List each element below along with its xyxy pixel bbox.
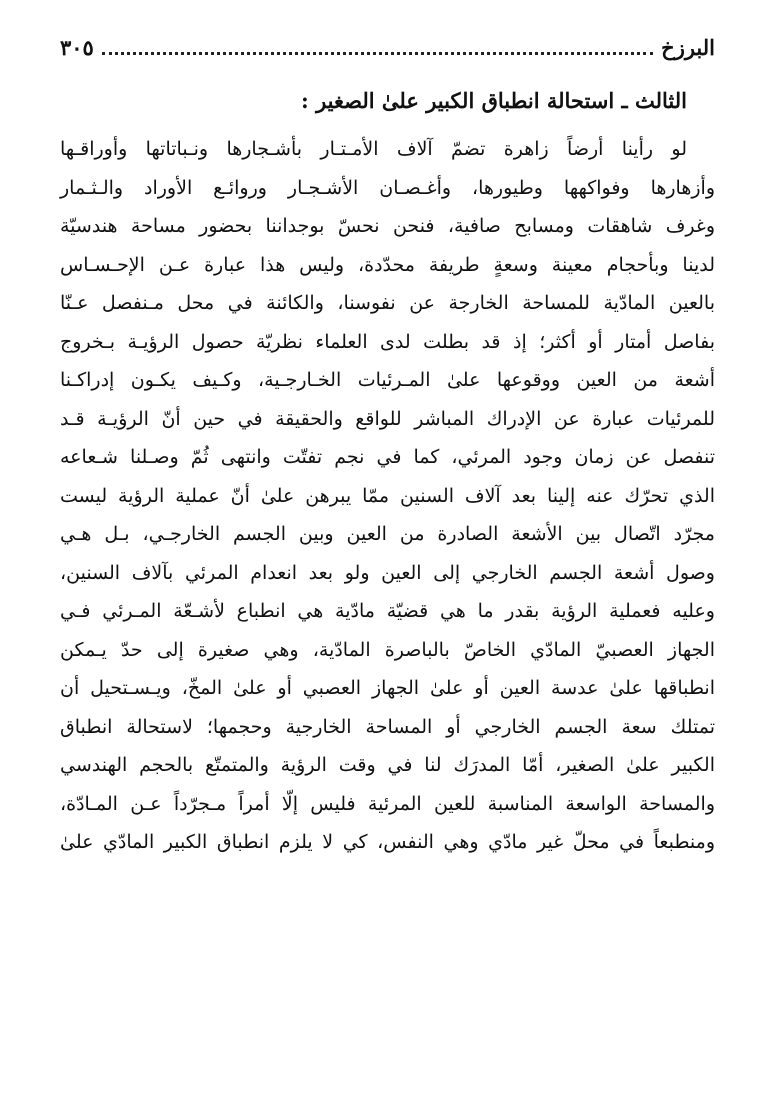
body-text bbox=[60, 130, 715, 862]
text-line: تنفصل عن زمان وجود المرئي، كما في نجم تفتّت وانتهى ثُمّ وصـلنا شـعاعه bbox=[60, 446, 715, 468]
text-line: الجهاز العصبيّ المادّي الخاصّ بالباصرة المادّية، وهي صغيرة إلى حدّ يـمكن bbox=[60, 638, 715, 661]
text-line: ومنطبعاً في محلّ غير مادّي وهي النفس، كي لا يلزم انطباق الكبير المادّي علىٰ bbox=[60, 831, 715, 853]
text-line: لو رأينا أرضاً زاهرة تضمّ آلاف الأمـتـار بأشـجارها ونـباتاتها وأوراقـها bbox=[60, 138, 687, 160]
text-line: والمساحة الواسعة المناسبة للعين المرئية فليس إلّا أمراً مـجرّداً عـن المـادّة، bbox=[60, 792, 715, 815]
text-line: مجرّد اتّصال بين الأشعة الصادرة من العين وبين الجسم الخارجـي، بـل هـي bbox=[60, 523, 715, 545]
text-line: بفاصل أمتار أو أكثر؛ إذ قد بطلت لدى العلماء نظريّة حصول الرؤيـة بـخروج bbox=[60, 330, 715, 353]
text-line: وصول أشعة الجسم الخارجي إلى العين ولو بعد انعدام المرئي بآلاف السنين، bbox=[60, 561, 715, 584]
text-line: الذي تحرّك عنه إلينا بعد آلاف السنين ممّا يبرهن علىٰ أنّ عملية الرؤية ليست bbox=[60, 484, 715, 507]
text-line: للمرئيات عبارة عن الإدراك المباشر للواقع والحقيقة في حين أنّ الرؤيـة قـد bbox=[60, 407, 715, 430]
section-heading: الثالث ـ استحالة انطباق الكبير علىٰ الصغير : bbox=[301, 88, 687, 113]
chapter-title: البرزخ bbox=[661, 34, 715, 60]
text-line: وعليه فعملية الرؤية بقدر ما هي قضيّة مادّية هي انطباع لأشـعّة المـرئي فـي bbox=[60, 600, 715, 622]
running-head bbox=[60, 30, 715, 64]
text-line: أشعة من العين ووقوعها علىٰ المـرئيات الخـارجـية، وكـيف يكـون إدراكـنا bbox=[60, 369, 715, 391]
text-line: وأزهارها وفواكهها وطيورها، وأغـصـان الأشـجـار وروائـع الأوراد والـثـمار bbox=[60, 176, 715, 199]
text-line: بالعين المادّية للمساحة الخارجة عن نفوسنا، والكائنة في محل مـنفصل عـنّا bbox=[60, 292, 715, 314]
text-line: تمتلك سعة الجسم الخارجي أو المساحة الخارجية وحجمها؛ لاستحالة انطباق bbox=[60, 715, 715, 738]
dot-leader bbox=[102, 52, 653, 55]
page-number: ٣٠٥ bbox=[60, 34, 94, 60]
text-line: لدينا وبأحجام معينة وسعةٍ طريفة محدّدة، وليس هذا عبارة عـن الإحـسـاس bbox=[60, 253, 715, 276]
text-line: وغرف شاهقات ومسابح صافية، فنحن نحسّ بوجداننا بحضور مساحة هندسيّة bbox=[60, 215, 715, 237]
text-line: الكبير علىٰ الصغير، أمّا المدرَك لنا في وقت الرؤية والمتمتّع بالحجم الهندسي bbox=[60, 754, 715, 776]
text-line: انطباقها علىٰ عدسة العين أو علىٰ الجهاز العصبي أو علىٰ المخّ، ويـسـتحيل أن bbox=[60, 677, 715, 699]
